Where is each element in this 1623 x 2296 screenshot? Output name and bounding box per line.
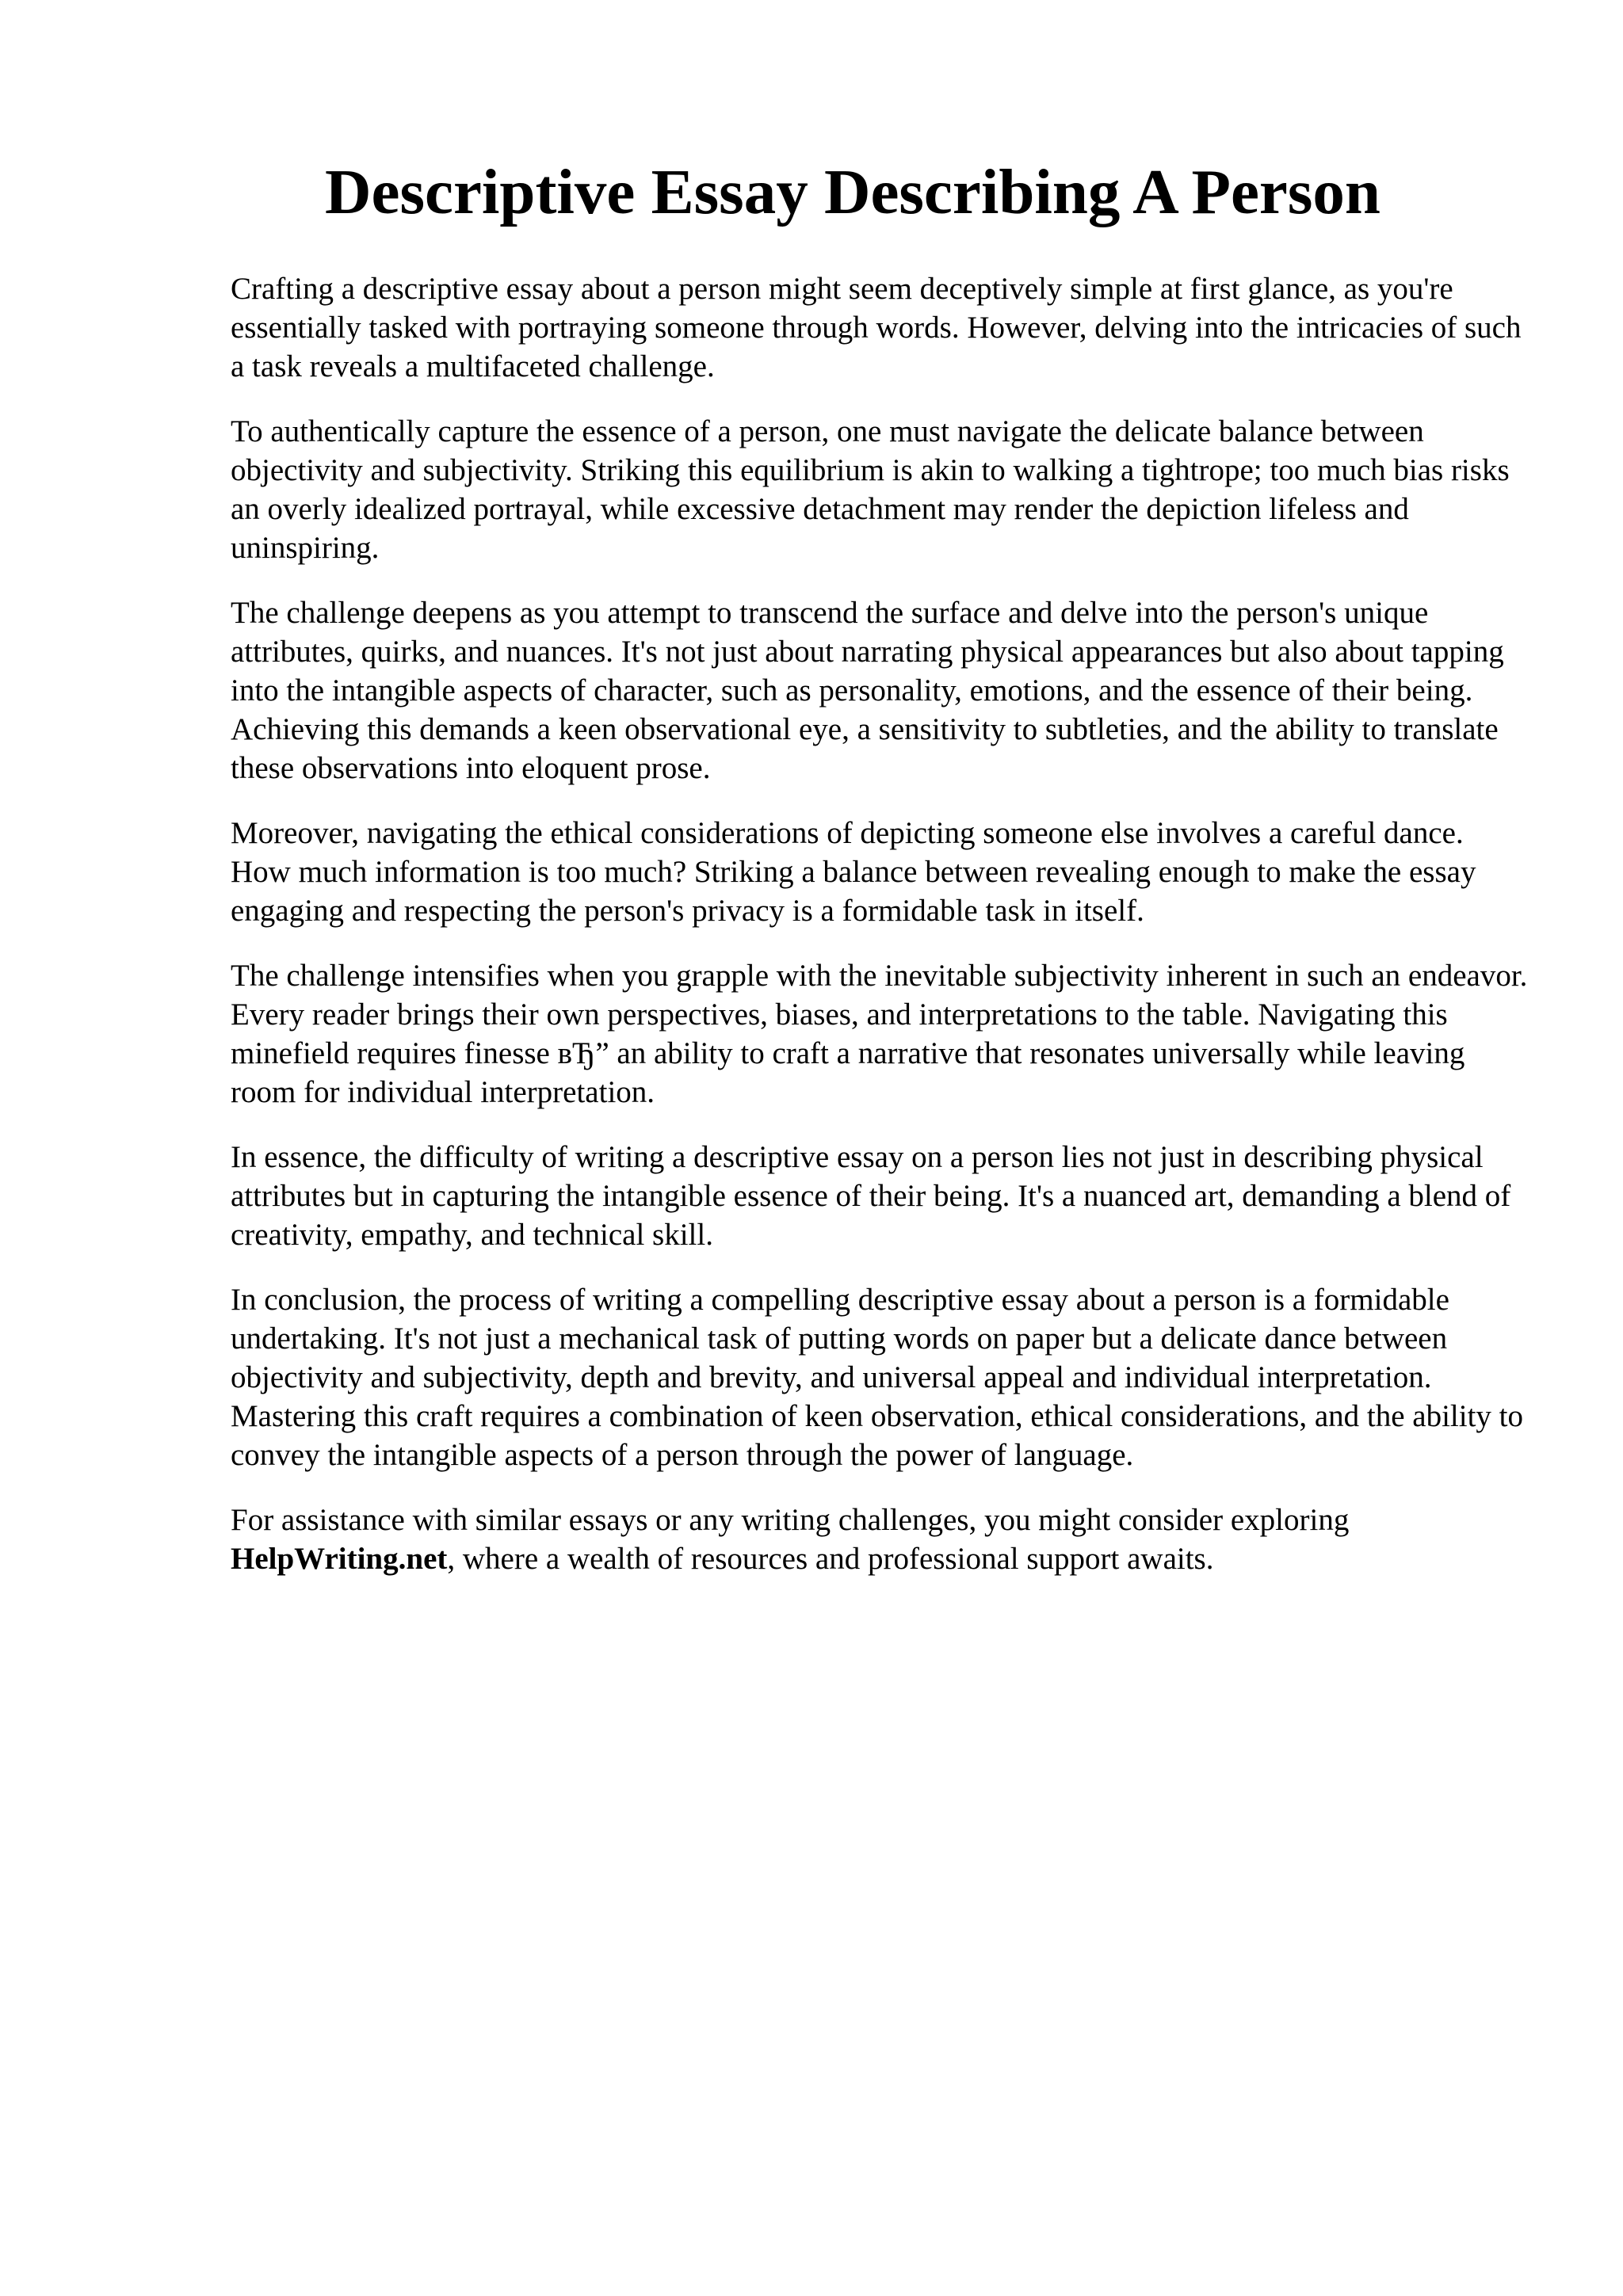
helpwriting-link[interactable]: HelpWriting.net: [231, 1542, 448, 1576]
paragraph-subjectivity: The challenge intensifies when you grapple with the inevitable subjectivity inherent in such an endeavor. Every reader brings their own perspectives, biases, and interpretations to the table. Navigating this minefield requires finesse вЂ” an ability to craft a narrative that resonates universally while leaving room for individual interpretation.: [231, 959, 1528, 1109]
paragraph-attributes: The challenge deepens as you attempt to transcend the surface and delve into the person's unique attributes, quirks, and nuances. It's not just about narrating physical appearances but also about tapping into the intangible aspects of character, such as personality, emotions, and the essence of their being. Achieving this demands a keen observational eye, a sensitivity to subtleties, and the ability to translate these observations into eloquent prose.: [231, 596, 1504, 785]
paragraph-conclusion: In conclusion, the process of writing a compelling descriptive essay about a person is a formidable undertaking. It's not just a mechanical task of putting words on paper but a delicate dance between objectivity and subjectivity, depth and brevity, and universal appeal and individual interpretation. Mastering this craft requires a combination of keen observation, ethical considerations, and the ability to convey the intangible aspects of a person through the power of language.: [231, 1283, 1524, 1472]
closing-lead-text: For assistance with similar essays or any writing challenges, you might consider exploring: [231, 1503, 1350, 1537]
document-body: [231, 269, 1530, 1604]
paragraph-closing: [231, 1501, 1530, 1578]
document-title: Descriptive Essay Describing A Person: [325, 156, 1381, 227]
closing-tail-text: , where a wealth of resources and professional support awaits.: [447, 1542, 1214, 1576]
paragraph-essence: In essence, the difficulty of writing a descriptive essay on a person lies not just in describing physical attributes but in capturing the intangible essence of their being. It's a nuanced art, demanding a blend of creativity, empathy, and technical skill.: [231, 1140, 1511, 1252]
paragraph-ethics: Moreover, navigating the ethical considerations of depicting someone else involves a careful dance. How much information is too much? Striking a balance between revealing enough to make the essay engaging and respecting the person's privacy is a formidable task in itself.: [231, 816, 1476, 928]
paragraph-intro: Crafting a descriptive essay about a person might seem deceptively simple at first glance, as you're essentially tasked with portraying someone through words. However, delving into the intricacies of such a task reveals a multifaceted challenge.: [231, 272, 1522, 383]
paragraph-balance: To authentically capture the essence of a person, one must navigate the delicate balance between objectivity and subjectivity. Striking this equilibrium is akin to walking a tightrope; too much bias risks an overly idealized portrayal, while excessive detachment may render the depiction lifeless and uninspiring.: [231, 414, 1510, 565]
